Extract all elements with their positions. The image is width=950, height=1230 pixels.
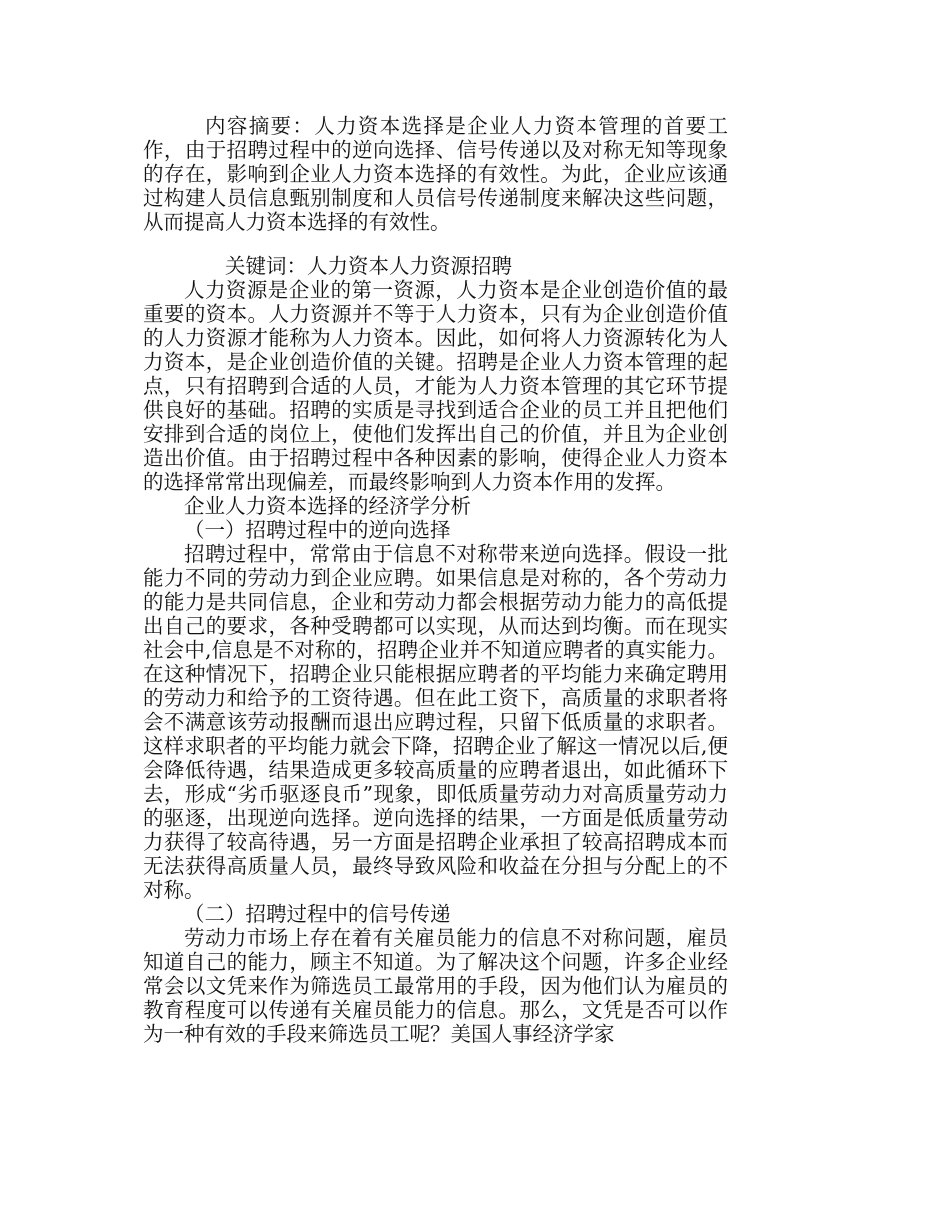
intro-paragraph: 人力资源是企业的第一资源，人力资本是企业创造价值的最重要的资本。人力资源并不等于人力资本，只有为企业创造价值的人力资源才能称为人力资本。因此，如何将人力资源转化为人力资本，是企业创造价值的关键。招聘是企业人力资本管理的起点，只有招聘到合适的人员，才能为人力资本管理的其它环节提供良好的基础。招聘的实质是寻找到适合企业的员工并且把他们安排到合适的岗位上，使他们发挥出自己的价值，并且为企业创造出价值。由于招聘过程中各种因素的影响，使得企业人力资本的选择常常出现偏差，而最终影响到人力资本作用的发挥。 — [143, 278, 728, 494]
section-heading: 企业人力资本选择的经济学分析 — [184, 494, 471, 518]
abstract-paragraph: 内容摘要：人力资本选择是企业人力资本管理的首要工作，由于招聘过程中的逆向选择、信号传递以及对称无知等现象的存在，影响到企业人力资本选择的有效性。为此，企业应该通过构建人员信息甄别制度和人员信号传递制度来解决这些问题，从而提高人力资本选择的有效性。 — [143, 114, 728, 234]
adverse-selection-paragraph: 招聘过程中，常常由于信息不对称带来逆向选择。假设一批能力不同的劳动力到企业应聘。如果信息是对称的，各个劳动力的能力是共同信息，企业和劳动力都会根据劳动力能力的高低提出自己的要求，各种受聘都可以实现，从而达到均衡。而在现实社会中,信息是不对称的，招聘企业并不知道应聘者的真实能力。在这种情况下，招聘企业只能根据应聘者的平均能力来确定聘用的劳动力和给予的工资待遇。但在此工资下，高质量的求职者将会不满意该劳动报酬而退出应聘过程，只留下低质量的求职者。这样求职者的平均能力就会下降，招聘企业了解这一情况以后,便会降低待遇，结果造成更多较高质量的应聘者退出，如此循环下去，形成“劣币驱逐良币”现象，即低质量劳动力对高质量劳动力的驱逐，出现逆向选择。逆向选择的结果，一方面是低质量劳动力获得了较高待遇，另一方面是招聘企业承担了较高招聘成本而无法获得高质量人员，最终导致风险和收益在分担与分配上的不对称。 — [143, 542, 728, 902]
subsection-heading-adverse-selection: （一）招聘过程中的逆向选择 — [184, 518, 451, 542]
subsection-heading-signaling: （二）招聘过程中的信号传递 — [184, 902, 451, 926]
keywords-line: 关键词：人力资本人力资源招聘 — [225, 254, 512, 278]
document-body — [143, 114, 728, 1046]
signaling-paragraph: 劳动力市场上存在着有关雇员能力的信息不对称问题，雇员知道自己的能力，顾主不知道。为了解决这个问题，许多企业经常会以文凭来作为筛选员工最常用的手段，因为他们认为雇员的教育程度可以传递有关雇员能力的信息。那么，文凭是否可以作为一种有效的手段来筛选员工呢？美国人事经济学家 — [143, 926, 728, 1046]
